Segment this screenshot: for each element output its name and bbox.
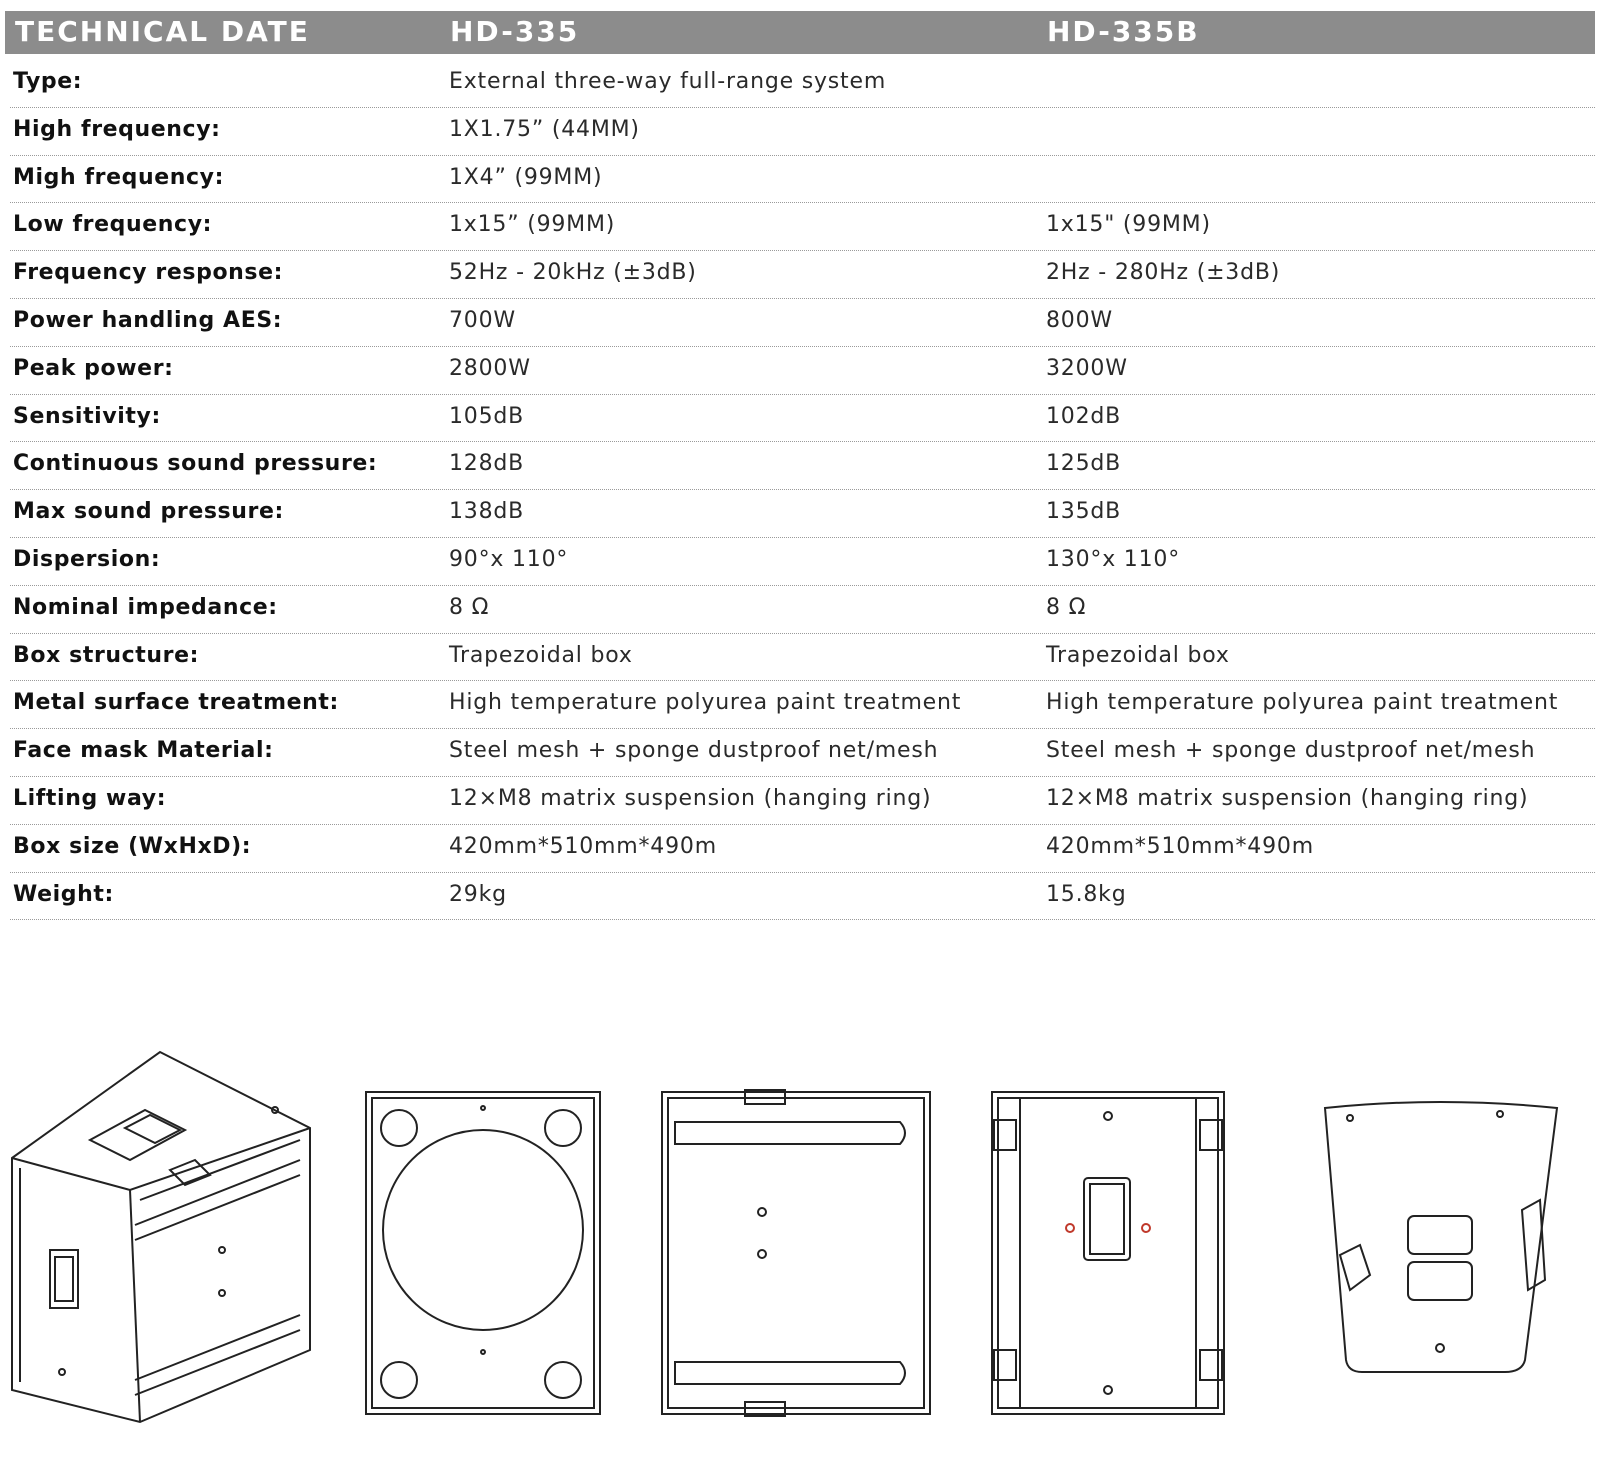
- spec-label: Sensitivity:: [13, 403, 161, 429]
- spec-value-model-1: 1X1.75” (44MM): [449, 116, 640, 142]
- spec-value-model-1: High temperature polyurea paint treatment: [449, 690, 962, 716]
- spec-label: Nominal impedance:: [13, 594, 278, 620]
- spec-row: [10, 203, 1595, 251]
- spec-row: [10, 777, 1595, 825]
- spec-value-model-1: 12×M8 matrix suspension (hanging ring): [449, 785, 932, 811]
- spec-value-model-2: 420mm*510mm*490m: [1046, 833, 1314, 859]
- spec-table: [10, 60, 1595, 920]
- spec-label: Peak power:: [13, 355, 174, 381]
- spec-row: [10, 299, 1595, 347]
- spec-value-model-2: 125dB: [1046, 451, 1122, 477]
- spec-label: Box structure:: [13, 642, 200, 668]
- spec-value-model-1: 138dB: [449, 499, 525, 525]
- spec-label: Weight:: [13, 881, 114, 907]
- spec-row: [10, 347, 1595, 395]
- spec-label: High frequency:: [13, 116, 221, 142]
- spec-value-model-1: 128dB: [449, 451, 525, 477]
- spec-row: [10, 442, 1595, 490]
- spec-value-model-1: 2800W: [449, 355, 531, 381]
- spec-row: [10, 395, 1595, 443]
- spec-label: Type:: [13, 69, 83, 94]
- spec-row: [10, 873, 1595, 921]
- spec-label: Box size (WxHxD):: [13, 833, 252, 859]
- model-2-heading: HD-335B: [1047, 15, 1200, 48]
- spec-value-model-2: 800W: [1046, 307, 1113, 333]
- spec-row: [10, 681, 1595, 729]
- spec-label: Power handling AES:: [13, 307, 283, 333]
- spec-row: [10, 156, 1595, 204]
- spec-title: TECHNICAL DATE: [15, 15, 310, 48]
- spec-label: Migh frequency:: [13, 164, 225, 190]
- spec-value-model-1: 1x15” (99MM): [449, 212, 616, 238]
- spec-value-model-2: 135dB: [1046, 499, 1122, 525]
- spec-row: [10, 634, 1595, 682]
- spec-row: [10, 538, 1595, 586]
- spec-value-model-1: 90°x 110°: [449, 546, 569, 572]
- spec-value-model-1: 105dB: [449, 403, 525, 429]
- spec-value-model-1: Steel mesh + sponge dustproof net/mesh: [449, 738, 939, 764]
- rear-view-drawing: [992, 1092, 1224, 1414]
- spec-row: [10, 251, 1595, 299]
- spec-value-model-1: Trapezoidal box: [449, 642, 633, 668]
- spec-label: Face mask Material:: [13, 738, 274, 764]
- top-view-drawing: [662, 1090, 930, 1416]
- spec-value-model-2: 15.8kg: [1046, 881, 1127, 907]
- spec-label: Lifting way:: [13, 785, 167, 811]
- spec-value-model-1: 420mm*510mm*490m: [449, 833, 717, 859]
- spec-value-model-2: 102dB: [1046, 403, 1122, 429]
- spec-label: Metal surface treatment:: [13, 690, 339, 716]
- front-view-drawing: [366, 1092, 600, 1414]
- spec-value-model-2: 1x15" (99MM): [1046, 212, 1211, 238]
- model-1-heading: HD-335: [450, 15, 580, 48]
- spec-label: Continuous sound pressure:: [13, 451, 378, 477]
- spec-value-model-2: 2Hz - 280Hz (±3dB): [1046, 260, 1281, 286]
- spec-value-model-1: 700W: [449, 307, 516, 333]
- spec-value-model-2: Steel mesh + sponge dustproof net/mesh: [1046, 738, 1536, 764]
- spec-label: Low frequency:: [13, 212, 213, 238]
- spec-row: [10, 490, 1595, 538]
- spec-value-model-1: 29kg: [449, 881, 507, 907]
- spec-value-model-2: 3200W: [1046, 355, 1128, 381]
- spec-row: [10, 60, 1595, 108]
- cabinet-drawings: [0, 1050, 1600, 1468]
- spec-row: [10, 729, 1595, 777]
- isometric-view-drawing: [12, 1052, 310, 1422]
- spec-row: [10, 586, 1595, 634]
- spec-row: [10, 108, 1595, 156]
- spec-value-model-2: High temperature polyurea paint treatment: [1046, 690, 1559, 716]
- spec-value-model-2: 12×M8 matrix suspension (hanging ring): [1046, 785, 1529, 811]
- spec-value-model-1: 8 Ω: [449, 594, 490, 620]
- side-view-drawing: [1325, 1102, 1557, 1372]
- spec-label: Frequency response:: [13, 260, 284, 286]
- spec-row: [10, 825, 1595, 873]
- spec-label: Dispersion:: [13, 546, 161, 572]
- spec-value-model-1: 52Hz - 20kHz (±3dB): [449, 260, 697, 286]
- spec-label: Max sound pressure:: [13, 499, 284, 525]
- spec-value-model-2: 130°x 110°: [1046, 546, 1180, 572]
- spec-value-model-1: 1X4” (99MM): [449, 164, 603, 190]
- spec-header: [5, 11, 1595, 54]
- spec-value-model-2: 8 Ω: [1046, 594, 1087, 620]
- spec-value-model-1: External three-way full-range system: [449, 69, 887, 94]
- drawings-strip: [0, 1050, 1600, 1468]
- spec-value-model-2: Trapezoidal box: [1046, 642, 1230, 668]
